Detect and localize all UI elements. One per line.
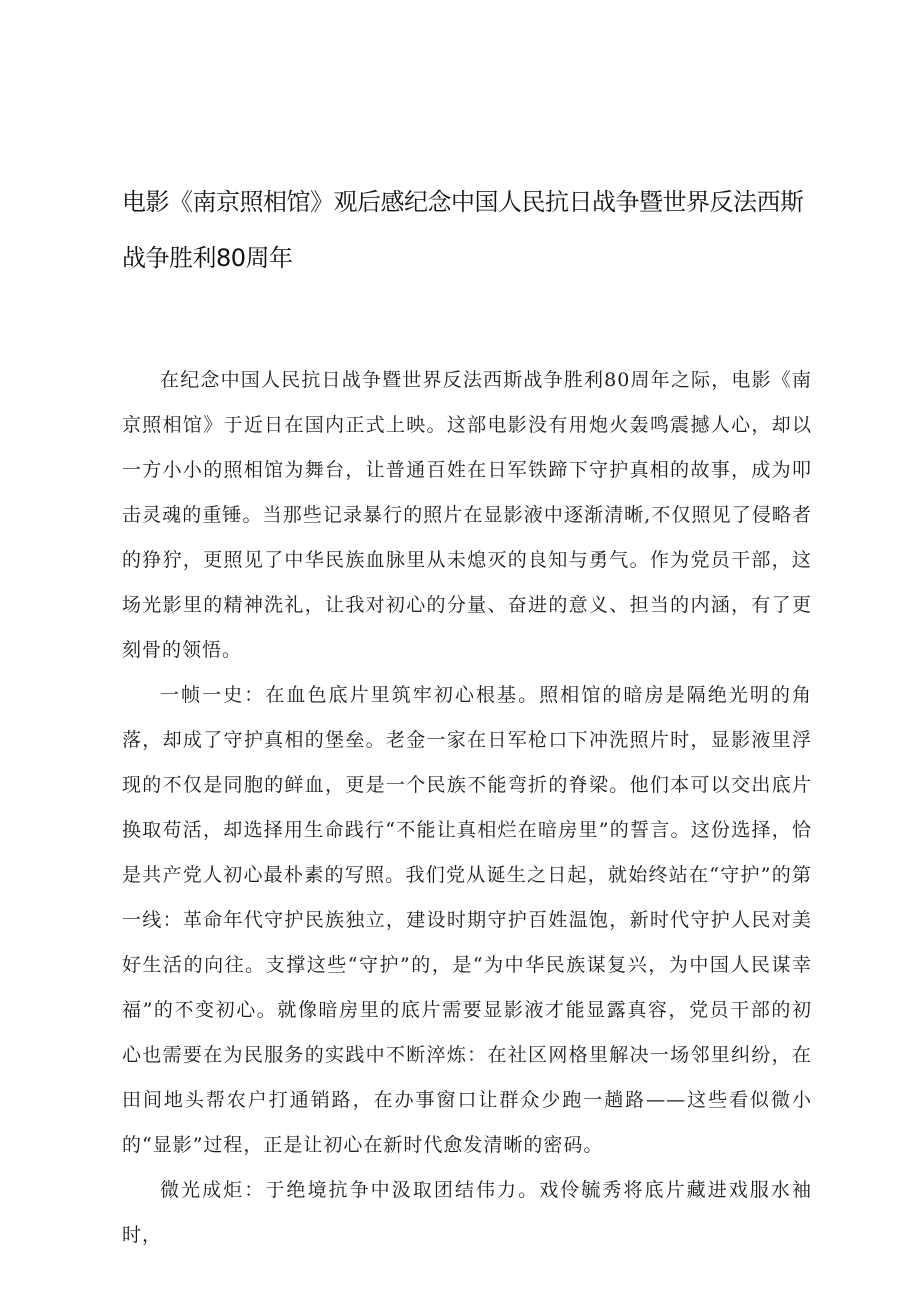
paragraph-intro: 在纪念中国人民抗日战争暨世界反法西斯战争胜利80周年之际，电影《南京照相馆》于近日在国内正式上映。这部电影没有用炮火轰鸣震撼人心，却以一方小小的照相馆为舞台，让普通百姓在日军铁蹄下守护真相的故事，成为叩击灵魂的重锤。当那些记录暴行的照片在显影液中逐渐清晰,不仅照见了侵略者的狰狞，更照见了中华民族血脉里从未熄灭的良知与勇气。作为党员干部，这场光影里的精神洗礼，让我对初心的分量、奋进的意义、担当的内涵，有了更刻骨的领悟。 (122, 369, 812, 661)
document-title: 电影《南京照相馆》观后感纪念中国人民抗日战争暨世界反法西斯战争胜利80周年 (122, 188, 804, 272)
paragraph-section-2: 微光成炬：于绝境抗争中汲取团结伟力。戏伶毓秀将底片藏进戏服水袖时， (122, 1179, 812, 1246)
document-body (122, 358, 812, 1258)
paragraph-section-1: 一帧一史：在血色底片里筑牢初心根基。照相馆的暗房是隔绝光明的角落，却成了守护真相的堡垒。老金一家在日军枪口下冲洗照片时，显影液里浮现的不仅是同胞的鲜血，更是一个民族不能弯折的脊梁。他们本可以交出底片换取苟活，却选择用生命践行“不能让真相烂在暗房里”的誓言。这份选择，恰是共产党人初心最朴素的写照。我们党从诞生之日起，就始终站在“守护”的第一线：革命年代守护民族独立，建设时期守护百姓温饱，新时代守护人民对美好生活的向往。支撑这些“守护”的，是“为中华民族谋复兴，为中国人民谋幸福”的不变初心。就像暗房里的底片需要显影液才能显露真容，党员干部的初心也需要在为民服务的实践中不断淬炼：在社区网格里解决一场邻里纠纷，在田间地头帮农户打通销路，在办事窗口让群众少跑一趟路——这些看似微小的“显影”过程，正是让初心在新时代愈发清晰的密码。 (122, 684, 812, 1156)
